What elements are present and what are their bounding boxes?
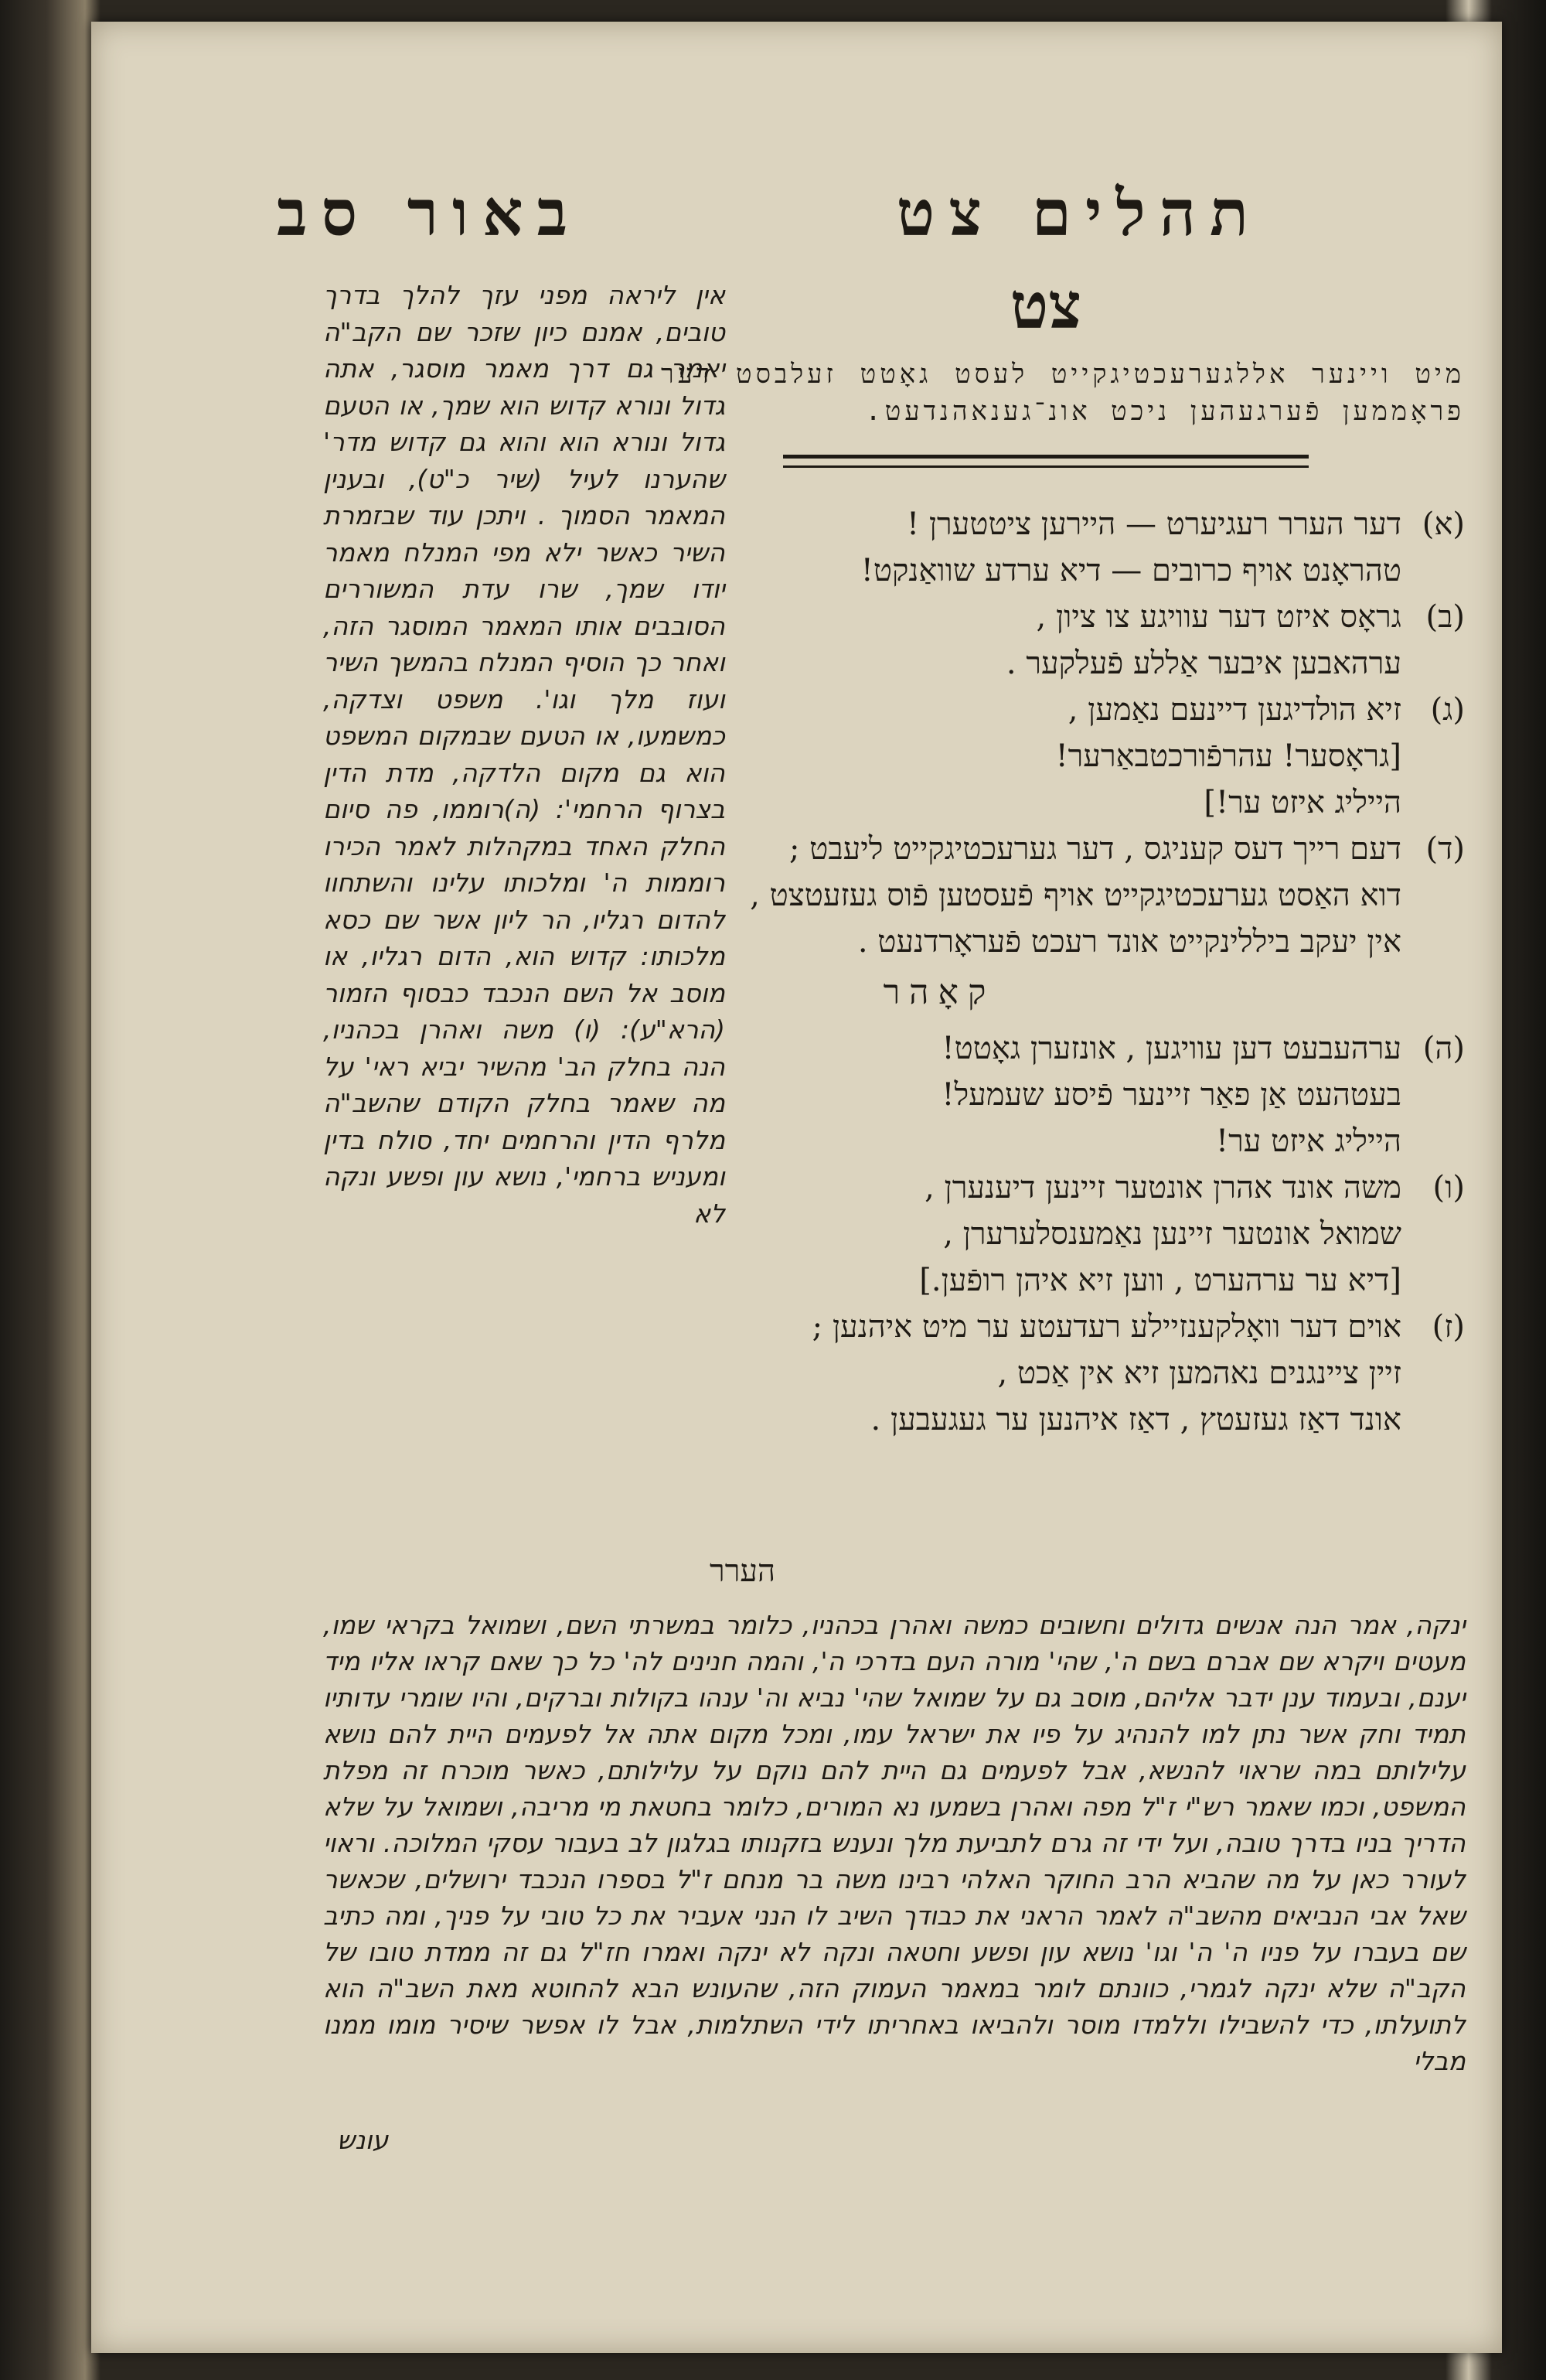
verse-number: (א) <box>1422 506 1465 542</box>
verse-text: שמואל אונטער זיינען נאַמענסלערערן , <box>943 1216 1401 1252</box>
verse-line <box>645 919 1465 965</box>
verse-text: גראָס איזט דער עוויגע צו ציון , <box>1036 599 1401 635</box>
verse-number: (ו) <box>1432 1170 1465 1205</box>
catchword-commentary: עונש <box>337 2125 389 2155</box>
verse-line <box>645 640 1465 687</box>
verse-number: (ב) <box>1425 599 1465 635</box>
verse-number: (ה) <box>1422 1031 1465 1066</box>
verse-text: דעם רייך דעס קעניגס , דער גערעכטיגקייט ליעבט ; <box>788 831 1401 867</box>
verse-line <box>645 547 1465 594</box>
verse-line <box>645 594 1465 640</box>
verse-text: זיא הולדיגען דיינעם נאַמען , <box>1068 692 1401 728</box>
verse-text: הייליג איזט ער!] <box>1204 785 1401 820</box>
running-header-psalms: תהלים צט <box>896 176 1262 251</box>
section-heading-chorus: קאָהר <box>883 973 996 1012</box>
verse-number: (ג) <box>1430 692 1465 728</box>
verse-text: [גראָסער! עהרפֿורכטבאַרער! <box>1055 738 1401 774</box>
verse-line <box>645 501 1465 547</box>
verse-text: [דיא ער ערהערט , ווען זיא איהן רופֿען.] <box>919 1263 1401 1298</box>
verse-line <box>645 1118 1465 1164</box>
verse-text: הייליג איזט ער! <box>1216 1124 1401 1159</box>
verse-line <box>645 1164 1465 1211</box>
verse-text: דוא האַסט גערעכטיגקייט אויף פֿעסטען פֿוס געזעטצט , <box>750 878 1401 913</box>
verse-text: טהראָנט אויף כרובים — דיא ערדע שוואַנקט! <box>860 553 1401 588</box>
double-rule-divider <box>783 455 1309 468</box>
verse-text: ערהעבעט דען עוויגען , אונזערן גאָטט! <box>942 1031 1401 1066</box>
verse-line <box>645 826 1465 872</box>
verse-number: (ז) <box>1432 1309 1465 1345</box>
running-header-commentary: באור סב <box>277 176 582 251</box>
verse-line <box>645 1025 1465 1072</box>
verse-line <box>645 1350 1465 1396</box>
verse-line <box>645 779 1465 826</box>
verse-line <box>645 1211 1465 1257</box>
catchword-verse-column: הערר <box>710 1553 775 1589</box>
verse-text: בעטהעט אַן פאַר זיינער פֿיסע שעמעל! <box>942 1077 1401 1113</box>
verse-text: זיין ציינגנים נאהמען זיא אין אַכט , <box>997 1355 1401 1391</box>
psalm-number: צט <box>1010 269 1082 343</box>
verse-line <box>645 733 1465 779</box>
verse-line <box>645 1257 1465 1304</box>
commentary-bottom-block: ינקה, אמר הנה אנשים גדולים וחשובים כמשה ואהרן בכהניו, כלומר במשרתי השם, ושמואל בקראי שמו, מעטים ויקרא שם אברם בשם ה', שהי' מורה העם בדרכי ה', והמה חנינים לה' כל כך שאם קראו אליו מיד יענם, ובעמוד ענן ידבר אליהם, מוסב גם על שמואל שהי' נביא וה' ענהו בקולות וברקים, והיו שומרי עדותיו תמיד וחק אשר נתן למו להנהיג על פיו את ישראל עמו, ומכל מקום אתה אל לפעמים היית להם נושא עלילותם במה שראוי להנשא, אבל לפעמים גם היית להם נוקם על עלילותם, כאשר מוכרח זה מפלת המשפט, וכמו שאמר רש"י ז"ל מפה ואהרן בשמעו נא המורים, כלומר בחטאת מי מריבה, ושמואל על שלא הדריך בניו בדרך טובה, ועל ידי זה גרם לתביעת מלך ונענש בזקנותו בגלגון לב בעבור עסקי המלוכה. וראוי לעורר כאן על מה שהביא הרב החוקר האלהי רבינו משה בר מנחם ז"ל בספרו הנכבד ירושלים, שכאשר שאל אבי הנביאים מהשב"ה לאמר הראני את כבודך השיב לו הנני אעביר את כל טובי על פניך, ומה כתיב שם בעברו על פניו ה' ה' וגו' נושא עון ופשע וחטאה ונקה לא ינקה ואמרו חז"ל גם זה ממדת טובו של הקב"ה שלא ינקה לגמרי, כוונתם לומר במאמר העמוק הזה, שהעונש הבא להחוטא מאת השב"ה הוא לתועלתו, כדי להשבילו וללמדו מוסר ולהביאו באחריתו לידי השתלמות, אבל לו אפשר שיסיר מומו ממנו מבלי <box>323 1610 1466 2076</box>
verse-text: אוים דער וואָלקענזיילע רעדעטע ער מיט איהנען ; <box>812 1309 1401 1345</box>
verse-line <box>645 1396 1465 1443</box>
book-page <box>91 22 1502 2353</box>
verse-line <box>645 1072 1465 1118</box>
verse-text: אין יעקב ביללינקייט אונד רעכט פֿעראָרדנעט . <box>857 924 1401 960</box>
verse-text: דער הערר רעגיערט — היירען ציטטערן ! <box>907 506 1401 542</box>
verse-line <box>645 687 1465 733</box>
verse-number: (ד) <box>1425 831 1465 867</box>
verse-text: משה אונד אהרן אונטער זיינען דיענערן , <box>925 1170 1401 1205</box>
verse-line <box>645 872 1465 919</box>
commentary-side-column: אין ליראה מפני עזך להלך בדרך טובים, אמנם כיון שזכר שם הקב"ה יאמר גם דרך מאמר מוסגר, אתה גדול ונורא קדוש הוא שמך, או הטעם גדול ונורא הוא והוא גם קדוש מדר' שהערנו לעיל (שיר כ"ט), ובענין המאמר הסמוך . ויתכן עוד שבזמרת השיר כאשר ילא מפי המנלח מאמר יודו שמך, שרו עדת המשוררים הסובבים אותו המאמר המוסגר הזה, ואחר כך הוסיף המנלח בהמשך השיר ועוז מלך וגו'. משפט וצדקה, כמשמעו, או הטעם שבמקום המשפט הוא גם מקום הלדקה, מדת הדין בצרוף הרחמי': (ה)רוממו, פה סיום החלק האחד במקהלות לאמר הכירו רוממות ה' ומלכותו עלינו והשתחוו להדום רגליו, הר ליון אשר שם כסא מלכותו: קדוש הוא, הדום רגליו, או מוסב אל השם הנכבד כבסוף הזמור (הרא"ע): (ו) משה ואהרן בכהניו, הנה בחלק הב' מהשיר יביא ראי' על מה שאמר בחלק הקודם שהשב"ה מלרף הדין והרחמים יחד, סולח בדין ומעניש ברחמי', נושא עון ופשע ונקה לא <box>323 280 725 1229</box>
verse-line <box>645 1304 1465 1350</box>
verse-column <box>645 501 1465 1443</box>
verse-text: אונד דאַז געזעטץ , דאַז איהנען ער געגעבען . <box>870 1402 1401 1437</box>
psalm-superscription: מיט ויינער אללגערעכטיגקייט לעסט גאָטט זעלבסט דער פראָממען פֿערגעהען ניכט אונ־גענאהנדעט. <box>661 359 1465 427</box>
verse-text: ערהאבען איבער אַללע פֿעלקער . <box>1006 646 1401 681</box>
